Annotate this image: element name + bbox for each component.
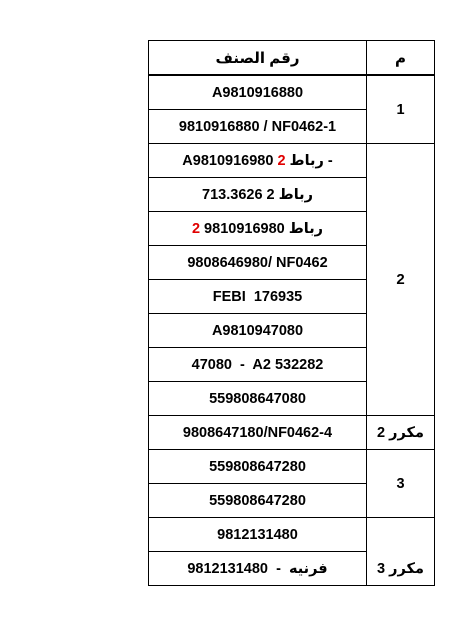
item-code-cell: 713.3626 2 رباط bbox=[149, 178, 367, 212]
item-code-cell: A9810916880 bbox=[149, 75, 367, 110]
item-code-cell bbox=[149, 144, 367, 178]
table-row bbox=[149, 75, 435, 110]
item-code-cell: 9810916880 / NF0462-1 bbox=[149, 110, 367, 144]
item-code-text: 9810916980 bbox=[200, 220, 289, 237]
group-number-cell: 1 bbox=[367, 75, 435, 144]
item-code-cell: A9810947080 bbox=[149, 314, 367, 348]
item-code-highlight: 2 bbox=[191, 220, 201, 237]
group-number-cell: مكرر 2 bbox=[367, 416, 435, 450]
group-number-cell: 2 bbox=[367, 144, 435, 416]
header-number: م bbox=[367, 41, 435, 76]
header-item-code: رقم الصنف bbox=[149, 41, 367, 76]
item-code-cell: 559808647280 bbox=[149, 450, 367, 484]
item-code-cell: 9812131480 bbox=[149, 518, 367, 552]
table-row bbox=[149, 450, 435, 484]
item-code-highlight: 2 bbox=[277, 152, 286, 169]
group-number-cell: مكرر 3 bbox=[367, 518, 435, 586]
item-code-arabic: - رباط bbox=[289, 152, 333, 169]
item-code-cell bbox=[149, 212, 367, 246]
table-row bbox=[149, 416, 435, 450]
table-row bbox=[149, 518, 435, 552]
item-code-cell: 9808646980/ NF0462 bbox=[149, 246, 367, 280]
item-code-cell: 9808647180/NF0462-4 bbox=[149, 416, 367, 450]
item-code-arabic: رباط bbox=[288, 220, 324, 237]
group-number-cell: 3 bbox=[367, 450, 435, 518]
item-code-text: A9810916980 bbox=[182, 152, 278, 169]
item-code-cell: 559808647080 bbox=[149, 382, 367, 416]
item-code-table bbox=[148, 40, 435, 586]
item-code-cell: 47080 - A2 532282 bbox=[149, 348, 367, 382]
table-row bbox=[149, 144, 435, 178]
item-code-cell: FEBI 176935 bbox=[149, 280, 367, 314]
table-header-row bbox=[149, 41, 435, 76]
item-code-cell: فرنيه - 9812131480 bbox=[149, 552, 367, 586]
item-code-cell: 559808647280 bbox=[149, 484, 367, 518]
